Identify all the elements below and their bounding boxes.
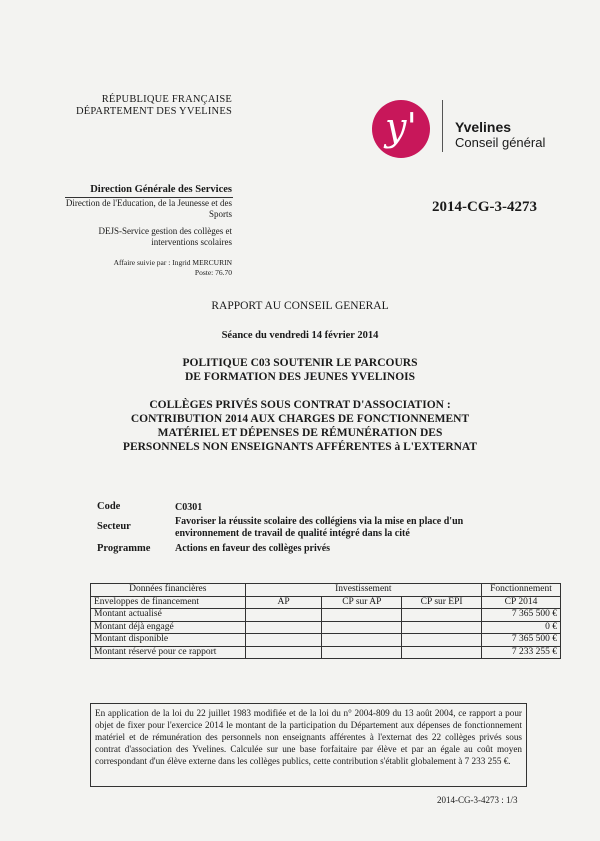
logo-subtitle: Conseil général (455, 135, 546, 150)
header-republique (76, 94, 232, 118)
code-value: C0301 (175, 502, 203, 513)
cell-fonct: CP 2014 (482, 596, 561, 609)
page-footer: 2014-CG-3-4273 : 1/3 (437, 795, 518, 805)
financial-table (90, 583, 561, 659)
report-reference: 2014-CG-3-4273 (432, 199, 537, 215)
cell-ap (245, 621, 322, 634)
objet-line-4: PERSONNELS NON ENSEIGNANTS AFFÉRENTES à L'EXTERNAT (122, 441, 478, 453)
cell-cp-ap (322, 646, 402, 659)
direction-generale: Direction Générale des Services (90, 184, 232, 195)
table-header-row (91, 584, 561, 597)
sous-direction: Direction de l'Education, de la Jeunesse et des Sports (65, 198, 232, 219)
logo-name: Yvelines (455, 119, 512, 135)
cell-cp-epi (402, 621, 482, 634)
cell-fonct: 7 233 255 € (482, 646, 561, 659)
code-label: Code (97, 501, 121, 512)
cell-cp-epi: CP sur EPI (402, 596, 482, 609)
row-label: Montant déjà engagé (91, 621, 246, 634)
cell-ap (245, 609, 322, 622)
table-row (91, 646, 561, 659)
secteur-line-2: environnement de travail de qualité intégré dans la cité (175, 527, 410, 539)
objet-line-2: CONTRIBUTION 2014 AUX CHARGES DE FONCTIONNEMENT (130, 413, 470, 425)
table-row (91, 621, 561, 634)
politique-line-1: POLITIQUE C03 SOUTENIR LE PARCOURS (182, 357, 418, 369)
logo-letter: y' (385, 105, 417, 149)
poste-text: Poste: 76.70 (194, 267, 232, 277)
objet-title (0, 398, 600, 454)
secteur-line-1: Favoriser la réussite scolaire des collégiens via la mise en place d'un (175, 516, 464, 527)
rapport-title: RAPPORT AU CONSEIL GENERAL (211, 300, 389, 312)
cell-cp-epi (402, 634, 482, 647)
seance-date: Séance du vendredi 14 février 2014 (221, 330, 379, 341)
programme-label: Programme (97, 543, 151, 554)
cell-cp-ap (322, 634, 402, 647)
header-donnees: Données financières (91, 584, 246, 597)
departement-text: DÉPARTEMENT DES YVELINES (75, 106, 232, 117)
table-row (91, 609, 561, 622)
summary-box: En application de la loi du 22 juillet 1983 modifiée et de la loi du n° 2004-809 du 13 août 2004, ce rapport a pour objet de fixer pour l'exercice 2014 le montant de la participation du Département aux dépenses de fonctionnement matériel et de rémunération des personnels non enseignants afférentes à l'externat des 22 collèges privés sous contrat d'association des Yvelines. Calculée sur une base forfaitaire par élève et par an égale au coût moyen correspondant d'un élève externe dans les collèges publics, cette contribution s'établit globalement à 7 233 255 €. (90, 703, 527, 787)
row-label: Enveloppes de financement (91, 596, 246, 609)
logo-divider (442, 100, 443, 152)
cell-cp-ap: CP sur AP (322, 596, 402, 609)
row-label: Montant actualisé (91, 609, 246, 622)
table-row (91, 634, 561, 647)
secteur-label: Secteur (97, 521, 131, 532)
header-investissement: Investissement (245, 584, 481, 597)
cell-fonct: 7 365 500 € (482, 609, 561, 622)
programme-value: Actions en faveur des collèges privés (175, 543, 331, 554)
affaire-text: Affaire suivie par : Ingrid MERCURIN (113, 258, 232, 267)
objet-line-3: MATÉRIEL ET DÉPENSES DE RÉMUNÉRATION DES (157, 427, 443, 439)
cell-fonct: 7 365 500 € (482, 634, 561, 647)
row-label: Montant disponible (91, 634, 246, 647)
cell-ap (245, 646, 322, 659)
cell-cp-ap (322, 621, 402, 634)
cell-ap (245, 634, 322, 647)
cell-cp-epi (402, 646, 482, 659)
service: DEJS-Service gestion des collèges et interventions scolaires (98, 226, 232, 247)
cell-fonct: 0 € (482, 621, 561, 634)
objet-line-1: COLLÈGES PRIVÉS SOUS CONTRAT D'ASSOCIATION : (149, 399, 451, 411)
header-fonctionnement: Fonctionnement (482, 584, 561, 597)
cell-cp-epi (402, 609, 482, 622)
politique-title (0, 356, 600, 384)
republique-text: RÉPUBLIQUE FRANÇAISE (101, 94, 232, 105)
row-label: Montant réservé pour ce rapport (91, 646, 246, 659)
secteur-value (175, 516, 463, 539)
affaire-suivie (52, 258, 232, 277)
table-row (91, 596, 561, 609)
politique-line-2: DE FORMATION DES JEUNES YVELINOIS (184, 371, 416, 383)
cell-ap: AP (245, 596, 322, 609)
cell-cp-ap (322, 609, 402, 622)
